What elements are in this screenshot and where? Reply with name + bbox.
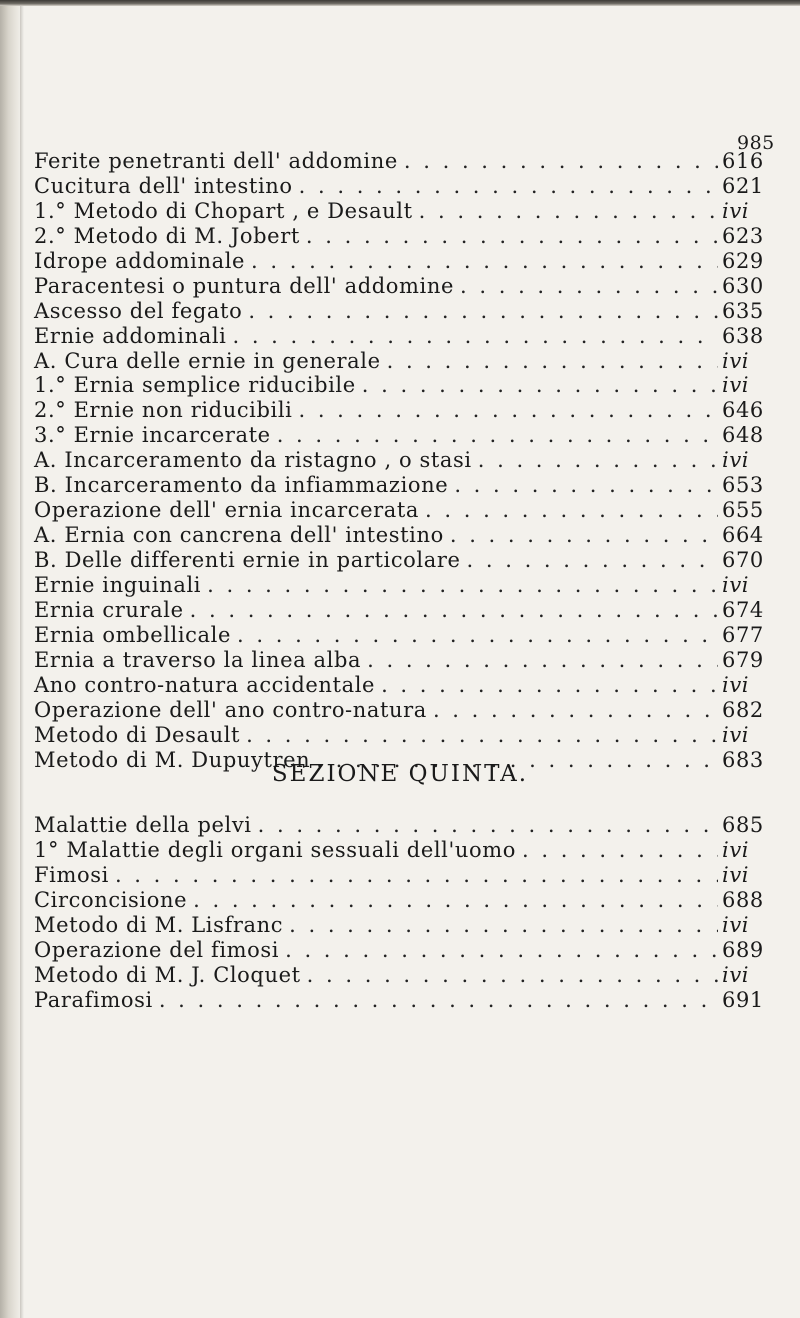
toc-entry-page: ivi: [722, 448, 750, 473]
toc-entry-title: Parafimosi: [34, 987, 153, 1012]
table-of-contents-part2: [34, 813, 792, 1013]
toc-leader-dots: [472, 448, 718, 472]
toc-entry: [34, 988, 792, 1013]
toc-entry-page: 682: [722, 697, 764, 722]
toc-entry-page: 664: [722, 523, 764, 548]
toc-leader-dots: [153, 988, 718, 1012]
toc-leader-dots: [231, 623, 718, 647]
toc-entry-page: 677: [722, 622, 764, 647]
toc-entry: [34, 698, 792, 723]
toc-entry-page: 635: [722, 298, 764, 323]
toc-entry-page: 653: [722, 473, 764, 498]
toc-entry: [34, 349, 792, 374]
toc-entry: [34, 398, 792, 423]
toc-entry-title: Idrope addominale: [34, 248, 246, 273]
toc-entry-title: B. Delle differenti ernie in particolare: [34, 548, 461, 572]
toc-entry: [34, 863, 792, 888]
toc-entry-title: Ernia ombellicale: [34, 622, 232, 647]
toc-entry-title: 2.° Ernie non riducibili: [34, 398, 293, 423]
toc-entry: [34, 523, 792, 548]
toc-entry-page: ivi: [722, 672, 750, 697]
toc-entry: [34, 324, 792, 349]
toc-entry-page: 674: [722, 597, 764, 622]
toc-entry: [34, 623, 792, 648]
toc-entry: [34, 423, 792, 448]
toc-leader-dots: [301, 963, 718, 987]
toc-entry: [34, 299, 792, 324]
toc-entry-title: 1.° Metodo di Chopart , e Desault: [34, 198, 413, 223]
toc-entry-title: 1° Malattie degli organi sessuali dell'uomo: [34, 837, 516, 862]
toc-entry-title: Operazione dell' ano contro-natura: [34, 697, 427, 722]
toc-leader-dots: [356, 373, 718, 397]
toc-entry-title: B. Incarceramento da infiammazione: [34, 473, 449, 498]
toc-entry-title: Metodo di M. J. Cloquet: [34, 962, 301, 987]
page-number: 985: [737, 132, 775, 154]
toc-entry: [34, 723, 792, 748]
toc-entry: [34, 249, 792, 274]
toc-leader-dots: [427, 698, 718, 722]
toc-entry-page: 629: [722, 248, 764, 273]
toc-entry: [34, 888, 792, 913]
toc-entry-title: Operazione del fimosi: [34, 937, 280, 962]
toc-leader-dots: [454, 274, 718, 298]
toc-entry: [34, 199, 792, 224]
table-of-contents-part1: [34, 149, 792, 772]
toc-entry-page: ivi: [722, 373, 750, 398]
toc-entry: [34, 448, 792, 473]
toc-entry-title: Ferite penetranti dell' addomine: [34, 149, 398, 173]
toc-entry-title: Metodo di M. Dupuytren: [34, 747, 311, 772]
toc-entry-page: ivi: [722, 837, 750, 862]
toc-leader-dots: [201, 573, 718, 597]
toc-entry-page: ivi: [722, 198, 750, 223]
toc-entry: [34, 174, 792, 199]
toc-entry-title: Cucitura dell' intestino: [34, 173, 293, 198]
toc-leader-dots: [419, 498, 718, 522]
toc-entry-title: Circoncisione: [34, 887, 188, 912]
toc-entry: [34, 498, 792, 523]
toc-entry-title: Ascesso del fegato: [34, 298, 243, 323]
toc-entry-title: Fimosi: [34, 862, 109, 887]
toc-entry-title: Ernia a traverso la linea alba: [34, 647, 362, 672]
toc-leader-dots: [300, 224, 718, 248]
toc-leader-dots: [252, 813, 718, 837]
toc-entry-page: 689: [722, 937, 764, 962]
toc-entry-title: 1.° Ernia semplice riducibile: [34, 373, 356, 398]
toc-entry: [34, 224, 792, 249]
toc-leader-dots: [444, 523, 718, 547]
toc-entry: [34, 673, 792, 698]
toc-entry-page: 683: [722, 747, 764, 772]
toc-leader-dots: [413, 199, 718, 223]
toc-entry-title: A. Cura delle ernie in generale: [34, 348, 381, 373]
toc-entry-page: ivi: [722, 572, 750, 597]
toc-entry-page: 630: [722, 273, 764, 298]
toc-leader-dots: [461, 548, 718, 572]
toc-leader-dots: [109, 863, 718, 887]
toc-leader-dots: [293, 174, 718, 198]
toc-entry: [34, 913, 792, 938]
toc-entry-page: ivi: [722, 962, 750, 987]
toc-entry-page: 655: [722, 498, 764, 523]
toc-entry-title: Metodo di Desault: [34, 722, 241, 747]
toc-entry: [34, 648, 792, 673]
section-heading: SEZIONE QUINTA.: [271, 761, 529, 787]
toc-entry-page: ivi: [722, 722, 750, 747]
toc-entry-title: Malattie della pelvi: [34, 813, 252, 837]
toc-entry: [34, 274, 792, 299]
toc-entry-page: 679: [722, 647, 764, 672]
binding-shadow: [20, 6, 24, 1318]
toc-leader-dots: [292, 398, 718, 422]
toc-entry-page: 648: [722, 423, 764, 448]
toc-leader-dots: [184, 598, 718, 622]
toc-leader-dots: [375, 673, 718, 697]
toc-entry: [34, 838, 792, 863]
toc-leader-dots: [381, 349, 718, 373]
toc-entry: [34, 598, 792, 623]
toc-leader-dots: [245, 249, 718, 273]
toc-leader-dots: [187, 888, 718, 912]
page-top-edge: [0, 0, 800, 6]
toc-entry-page: 691: [722, 987, 764, 1012]
toc-entry: [34, 938, 792, 963]
toc-entry: [34, 548, 792, 573]
toc-entry-page: 623: [722, 223, 764, 248]
toc-entry: [34, 813, 792, 838]
toc-entry-page: ivi: [722, 912, 750, 937]
toc-entry-page: 638: [722, 323, 764, 348]
toc-entry-title: Ernie inguinali: [34, 572, 202, 597]
toc-entry-title: Paracentesi o puntura dell' addomine: [34, 273, 455, 298]
toc-leader-dots: [448, 473, 718, 497]
toc-entry-page: 621: [722, 173, 764, 198]
toc-entry: [34, 149, 792, 174]
toc-entry-page: 646: [722, 398, 764, 423]
toc-leader-dots: [398, 149, 718, 173]
toc-entry-title: Metodo di M. Lisfranc: [34, 912, 284, 937]
toc-entry: [34, 373, 792, 398]
toc-leader-dots: [361, 648, 718, 672]
toc-leader-dots: [271, 423, 718, 447]
toc-leader-dots: [279, 938, 718, 962]
toc-entry-page: 685: [722, 813, 764, 837]
toc-leader-dots: [283, 913, 718, 937]
toc-leader-dots: [226, 324, 718, 348]
toc-entry-page: 688: [722, 887, 764, 912]
book-binding-edge: [0, 6, 22, 1318]
toc-entry: [34, 473, 792, 498]
toc-entry-page: 616: [722, 149, 764, 173]
toc-entry: [34, 963, 792, 988]
toc-entry: [34, 573, 792, 598]
toc-entry-title: Operazione dell' ernia incarcerata: [34, 498, 420, 523]
toc-leader-dots: [242, 299, 718, 323]
toc-entry-title: Ernia crurale: [34, 597, 184, 622]
toc-leader-dots: [240, 723, 718, 747]
toc-entry-page: 670: [722, 548, 764, 572]
toc-entry-title: 3.° Ernie incarcerate: [34, 423, 271, 448]
toc-entry-title: A. Ernia con cancrena dell' intestino: [34, 523, 444, 548]
toc-entry-page: ivi: [722, 862, 750, 887]
toc-entry-title: Ano contro-natura accidentale: [34, 672, 376, 697]
toc-entry-title: Ernie addominali: [34, 323, 227, 348]
toc-entry-title: A. Incarceramento da ristagno , o stasi: [34, 448, 472, 473]
toc-entry-title: 2.° Metodo di M. Jobert: [34, 223, 300, 248]
toc-leader-dots: [516, 838, 718, 862]
toc-entry-page: ivi: [722, 348, 750, 373]
